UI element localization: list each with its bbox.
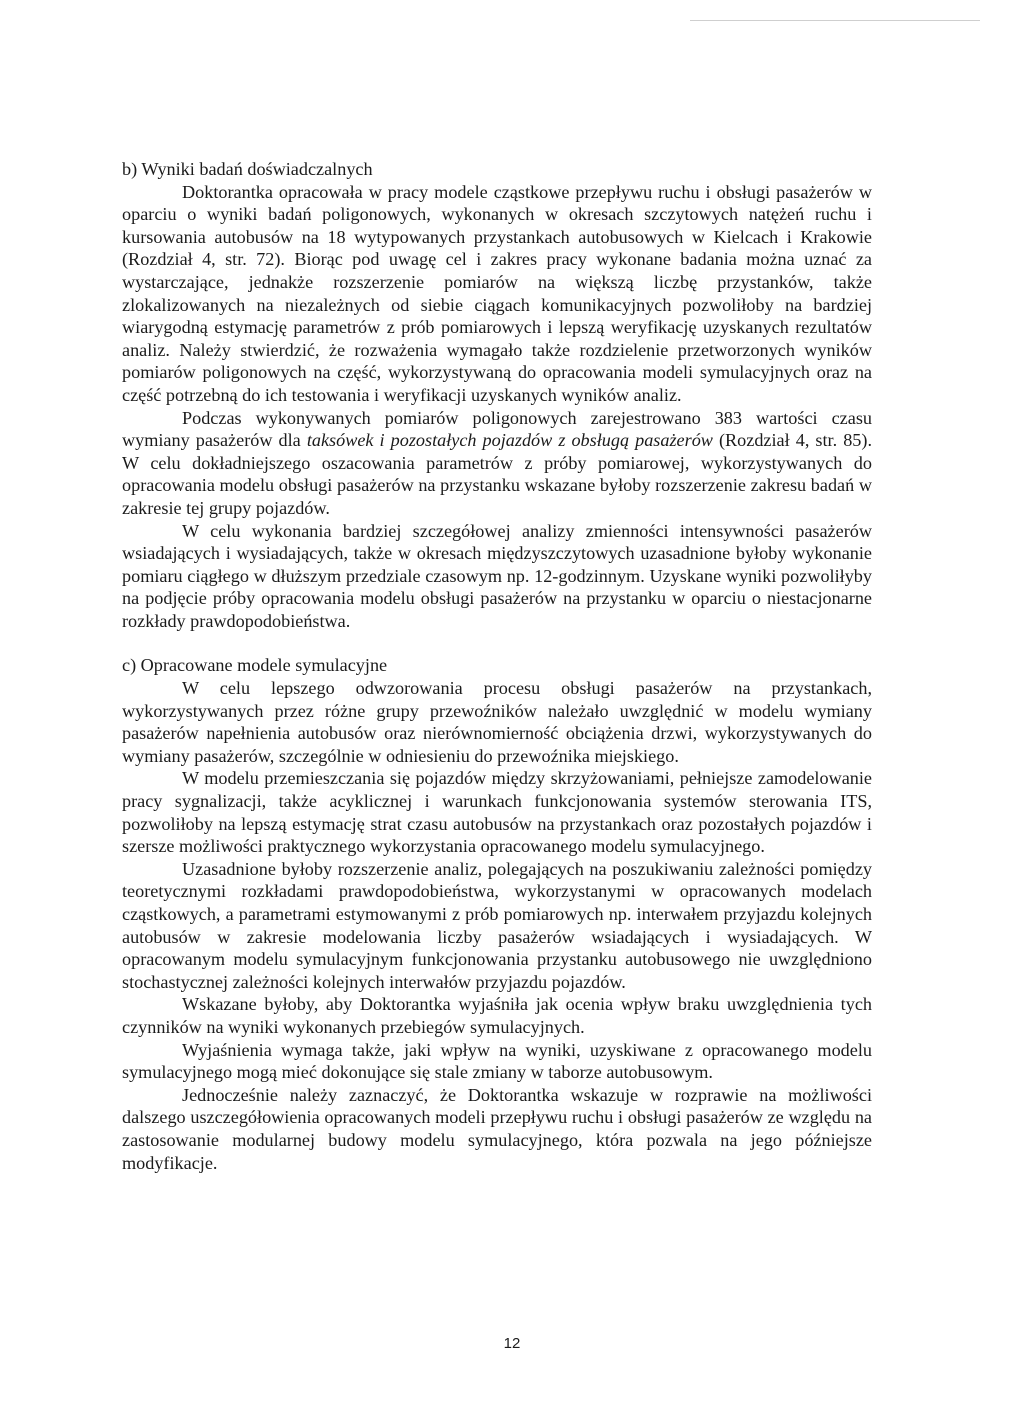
paragraph: Doktorantka opracowała w pracy modele cząstkowe przepływu ruchu i obsługi pasażerów w oparciu o wyniki badań poligonowych, wykonanych w okresach szczytowych natężeń ruchu i kursowania autobusów na 18 wytypowanych przystankach autobusowych w Kielcach i Krakowie (Rozdział 4, str. 72). Biorąc pod uwagę cel i zakres pracy wykonane badania można uznać za wystarczające, jednakże rozszerzenie pomiarów na większą liczbę przystanków, także zlokalizowanych na niezależnych od siebie ciągach komunikacyjnych pozwoliłoby na bardziej wiarygodną estymację parametrów z prób pomiarowych i lepszą weryfikację uzyskanych rezultatów analiz. Należy stwierdzić, że rozważenia wymagało także rozdzielenie przetworzonych wyników pomiarów poligonowych na część, wykorzystywaną do opracowania modeli symulacyjnych oraz na część potrzebną do ich testowania i weryfikacji uzyskanych wyników analiz. (122, 181, 872, 405)
page-number: 12 (503, 1335, 521, 1352)
italic-phrase: taksówek i pozostałych pojazdów z obsługą pasażerów (306, 430, 713, 451)
paragraph (122, 407, 872, 520)
section-spacer (122, 632, 872, 654)
paragraph-text: (Rozdział 4, str. 85). W celu dokładniejszego oszacowania parametrów z próby pomiarowej, wykorzystywanych do opracowania modelu obsługi pasażerów na przystanku wskazane byłoby rozszerzenie zakresu badań w zakresie tej grupy pojazdów. (122, 430, 872, 518)
paragraph: W modelu przemieszczania się pojazdów między skrzyżowaniami, pełniejsze zamodelowanie pracy sygnalizacji, także acyklicznej i warunkach funkcjonowania systemów sterowania ITS, pozwoliłoby na lepszą estymację strat czasu autobusów na przystankach oraz pozostałych pojazdów i szersze możliwości praktycznego wykorzystania opracowanego modelu symulacyjnego. (122, 768, 872, 857)
paragraph: Uzasadnione byłoby rozszerzenie analiz, polegających na poszukiwaniu zależności pomiędzy teoretycznymi rozkładami prawdopodobieństwa, wykorzystanymi w opracowanych modelach cząstkowych, a parametrami estymowanymi z prób pomiarowych np. interwałem przyjazdu kolejnych autobusów w zakresie modelowania liczby pasażerów wsiadających i wysiadających. W opracowanym modelu symulacyjnym funkcjonowania przystanku autobusowego nie uwzględniono stochastycznej zależności kolejnych interwałów przyjazdu pojazdów. (122, 858, 872, 992)
paragraph: W celu lepszego odwzorowania procesu obsługi pasażerów na przystankach, wykorzystywanych przez różne grupy przewoźników należało uwzględnić w modelu wymiany pasażerów napełnienia autobusów oraz nierównomierność obciążenia drzwi, wykorzystywanych do wymiany pasażerów, szczególnie w odniesieniu do przewoźnika miejskiego. (122, 678, 872, 766)
paragraph: Wyjaśnienia wymaga także, jaki wpływ na wyniki, uzyskiwane z opracowanego modelu symulacyjnego mogą mieć dokonujące się stale zmiany w taborze autobusowym. (122, 1039, 872, 1083)
section-heading-c: c) Opracowane modele symulacyjne (122, 655, 388, 676)
document-body (122, 158, 872, 1174)
section-heading-b: b) Wyniki badań doświadczalnych (122, 159, 373, 179)
paragraph: Jednocześnie należy zaznaczyć, że Doktorantka wskazuje w rozprawie na możliwości dalszego uszczegółowienia opracowanych modeli przepływu ruchu i obsługi pasażerów ze względu na zastosowanie modularnej budowy modelu symulacyjnego, która pozwala na jego późniejsze modyfikacje. (122, 1084, 872, 1173)
section-b (122, 158, 872, 632)
paragraph: Wskazane byłoby, aby Doktorantka wyjaśniła jak ocenia wpływ braku uwzględnienia tych czynników na wyniki wykonanych przebiegów symulacyjnych. (122, 994, 872, 1037)
paragraph: W celu wykonania bardziej szczegółowej analizy zmienności intensywności pasażerów wsiadających i wysiadających, także w okresach międzyszczytowych uzasadnione byłoby wykonanie pomiaru ciągłego w dłuższym przedziale czasowym np. 12-godzinnym. Uzyskane wyniki pozwoliłyby na podjęcie próby opracowania modelu obsługi pasażerów na przystanku w oparciu o niestacjonarne rozkłady prawdopodobieństwa. (122, 520, 872, 631)
scan-artifact (690, 20, 980, 21)
section-c (122, 654, 872, 1174)
paragraph-text: Podczas wykonywanych pomiarów poligonowych zarejestrowano 383 wartości czasu wymiany pasażerów dla (122, 407, 872, 451)
